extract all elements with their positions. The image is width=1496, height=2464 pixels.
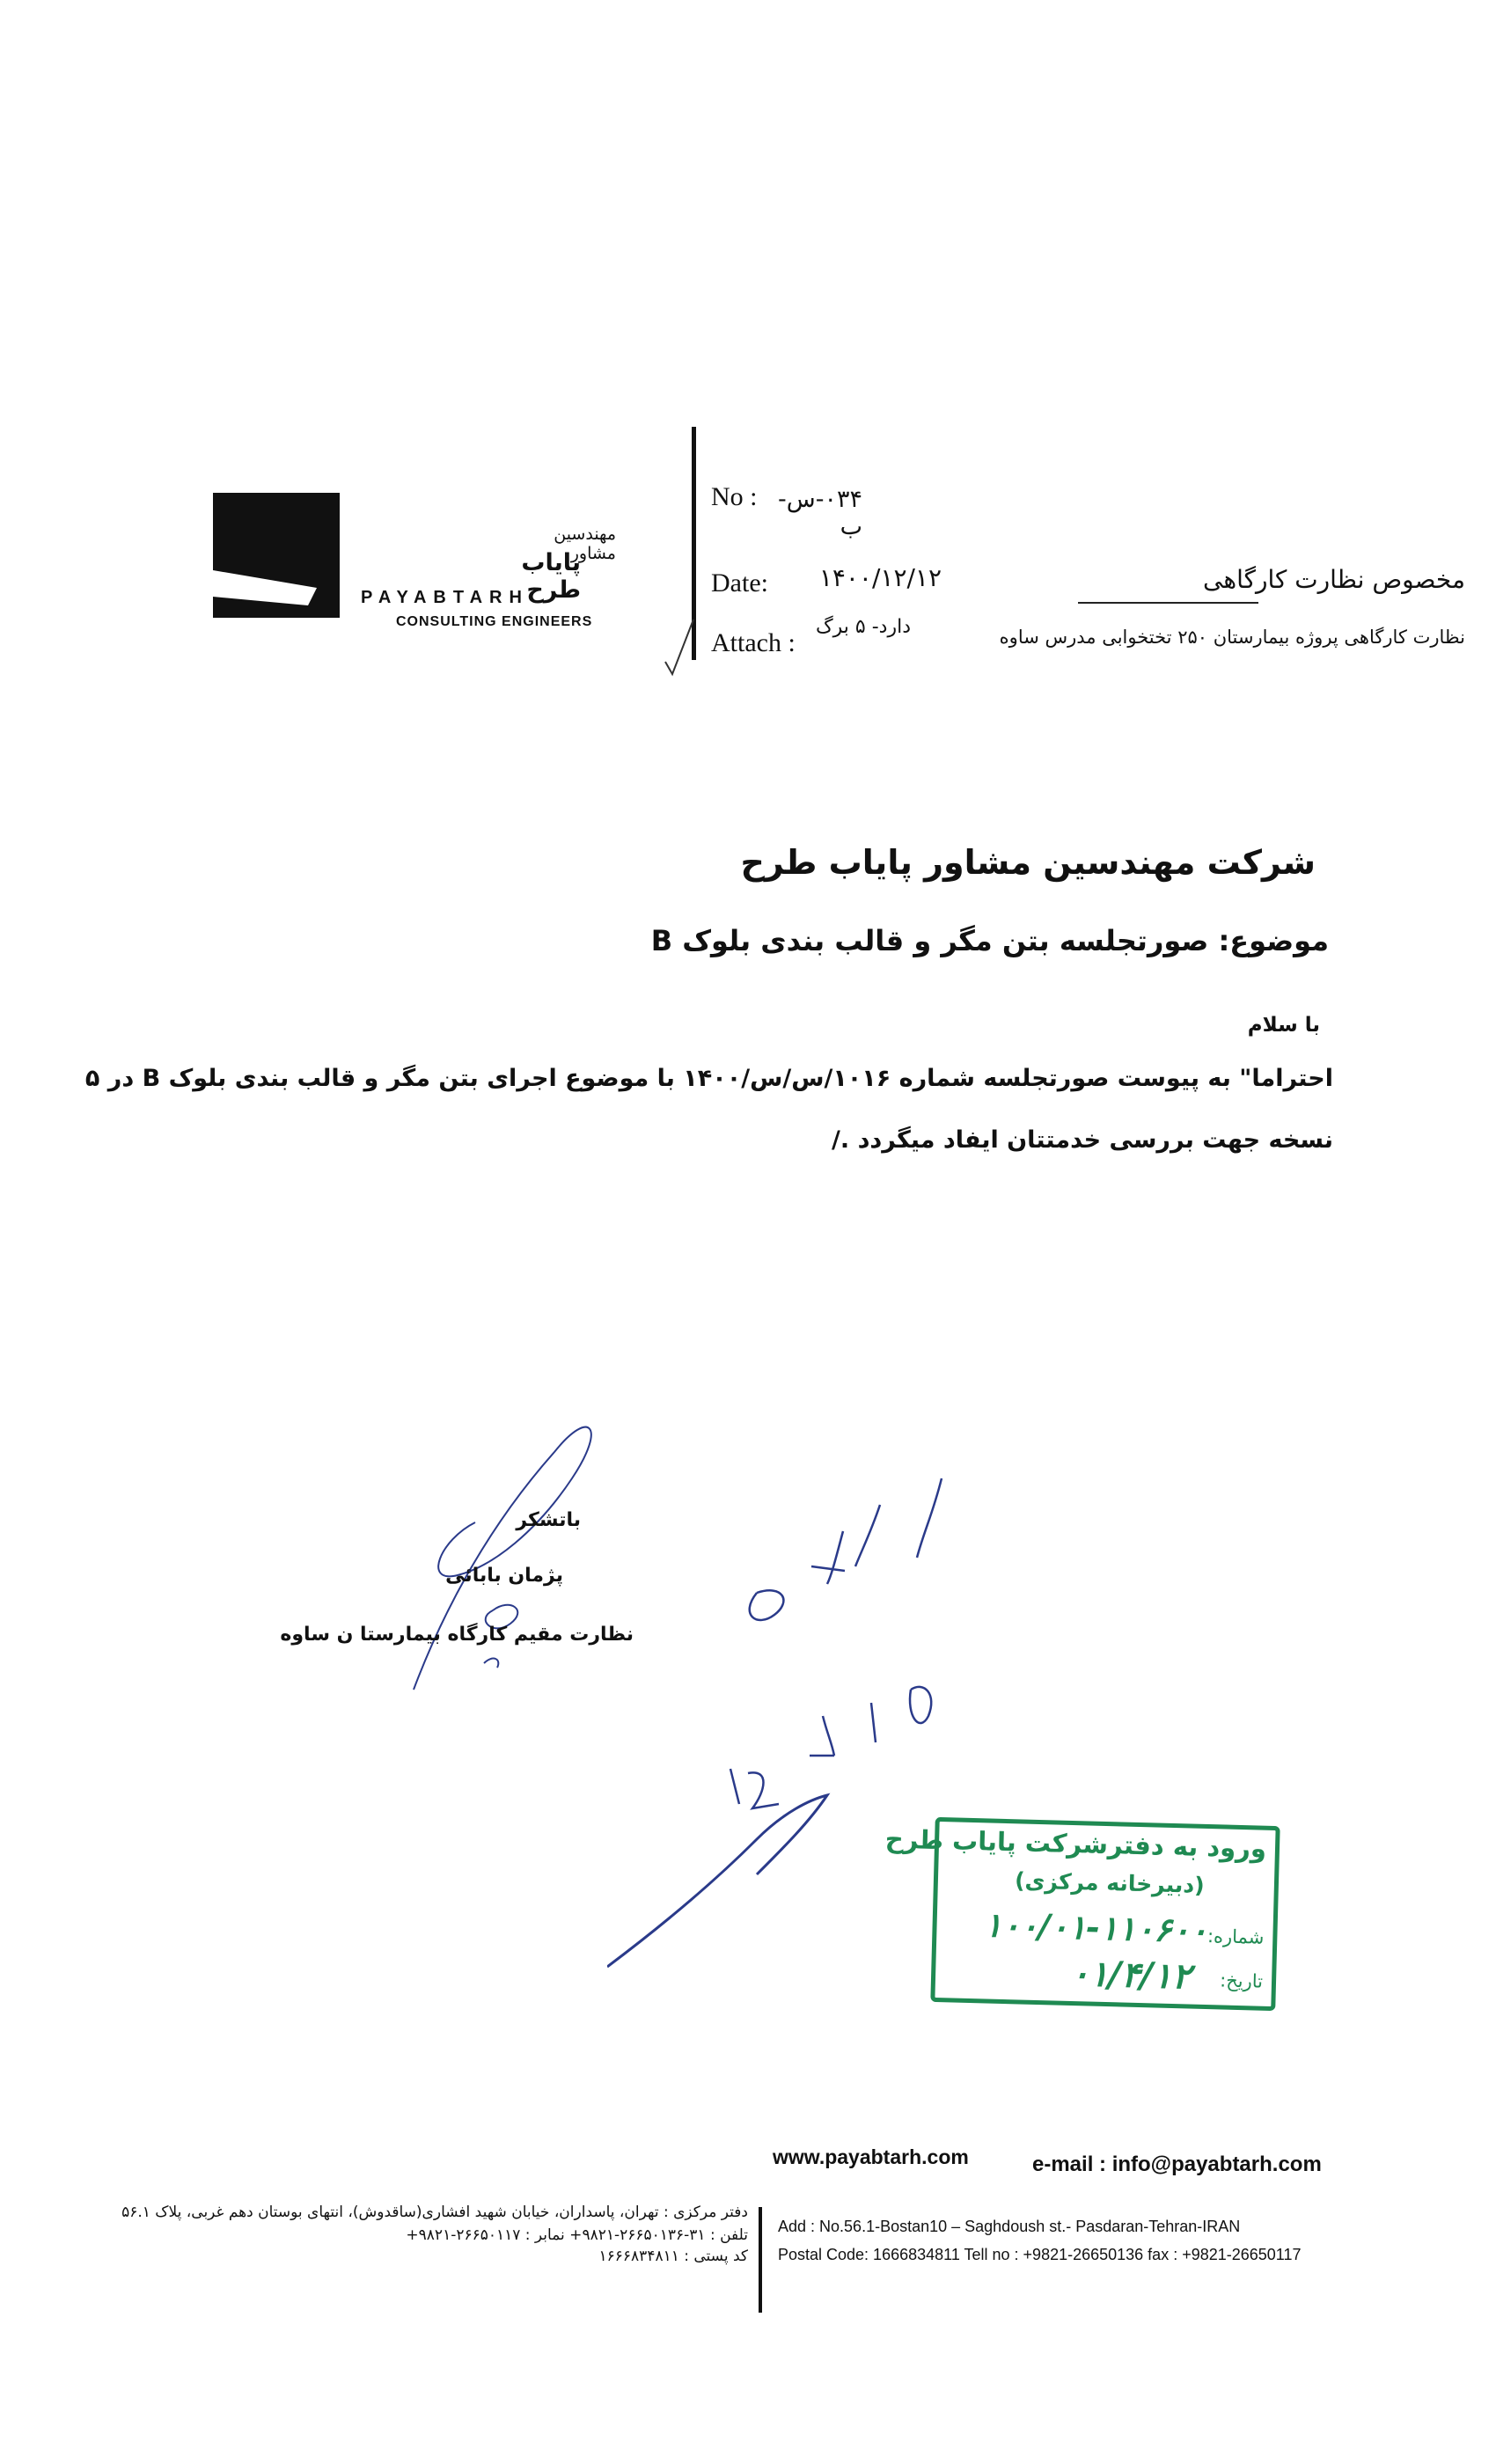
signer-name: پژمان بابائی <box>445 1565 563 1587</box>
subject-line: موضوع: صورتجلسه بتن مگر و قالب بندی بلوک B <box>650 924 1329 957</box>
attach-value: دارد- ۵ برگ <box>815 616 911 638</box>
date-label: Date: <box>711 568 768 598</box>
date-value: ۱۴۰۰/۱۲/۱۲ <box>818 563 942 592</box>
recipient-handwritten: مخصوص نظارت کارگاهی <box>1203 565 1465 594</box>
footer-phone-persian: تلفن : ۳۱-۲۶۶۵۰۱۳۶-۹۸۲۱+ نمابر : ۲۶۶۵۰۱۱۷-۹۸۲۱+ <box>406 2226 748 2244</box>
check-mark-icon <box>662 616 697 678</box>
email-link[interactable]: e-mail : info@payabtarh.com <box>1032 2152 1322 2176</box>
logo-english-name: PAYABTARH <box>361 588 529 607</box>
recipient-underline <box>1078 602 1258 604</box>
closing-phrase: باتشکر <box>516 1509 581 1531</box>
footer-postal-persian: کد پستی : ۱۶۶۶۸۳۴۸۱۱ <box>598 2248 748 2265</box>
number-value: ۰۳۴-س-ب <box>778 486 862 540</box>
footer-contact-english: Postal Code: 1666834811 Tell no : +9821-26650136 fax : +9821-26650117 <box>778 2246 1302 2263</box>
logo-english-subtitle: CONSULTING ENGINEERS <box>396 614 593 629</box>
number-label: No : <box>711 482 758 511</box>
logo-persian-name: پایاب طرح <box>521 549 581 604</box>
recipient-subtitle: نظارت کارگاهی پروژه بیمارستان ۲۵۰ تختخوابی مدرس ساوه <box>999 627 1465 648</box>
stamp-number-label: شماره: <box>1206 1925 1265 1948</box>
signature-drawing <box>387 1399 616 1716</box>
footer-divider <box>759 2207 762 2313</box>
footer-address-english: Add : No.56.1-Bostan10 – Saghdoush st.- Pasdaran-Tehran-IRAN <box>778 2218 1241 2235</box>
signer-title: نظارت مقیم کارگاه بیمارستا ن ساوه <box>280 1624 634 1646</box>
body-text-line-2: نسخه جهت بررسی خدمتتان ایفاد میگردد ./ <box>832 1126 1333 1154</box>
receipt-stamp <box>884 1817 1280 2011</box>
website-link[interactable]: www.payabtarh.com <box>773 2145 969 2168</box>
stamp-date-value: ۰۱/۴/۱۲ <box>1069 1953 1192 1998</box>
attach-label: Attach : <box>711 628 796 657</box>
stamp-date-label: تاریخ: <box>1219 1969 1264 1992</box>
company-heading: شرکت مهندسین مشاور پایاب طرح <box>740 843 1316 882</box>
stamp-title: ورود به دفترشرکت پایاب طرح <box>884 1823 1267 1864</box>
logo-persian-subtitle: مهندسین مشاور <box>554 524 616 563</box>
stamp-subtitle: (دبیرخانه مرکزی) <box>1014 1867 1206 1898</box>
greeting: با سلام <box>1247 1014 1320 1037</box>
footer-address-persian: دفتر مرکزی : تهران، پاسداران، خیابان شهید افشاری(ساقدوش)، انتهای بوستان دهم غربی، پلاک ۵۶.۱ <box>121 2204 748 2221</box>
company-logo-mark <box>213 493 340 618</box>
logo-swoosh-icon <box>213 493 340 618</box>
body-text-line-1: احتراما" به پیوست صورتجلسه شماره ۱۰۱۶/س/س/۱۴۰۰ با موضوع اجرای بتن مگر و قالب بندی بلوک B در ۵ <box>84 1065 1333 1092</box>
stamp-number-value: ۱۰۰/۰۱-۱۱۰۶۰۰ <box>983 1905 1209 1951</box>
